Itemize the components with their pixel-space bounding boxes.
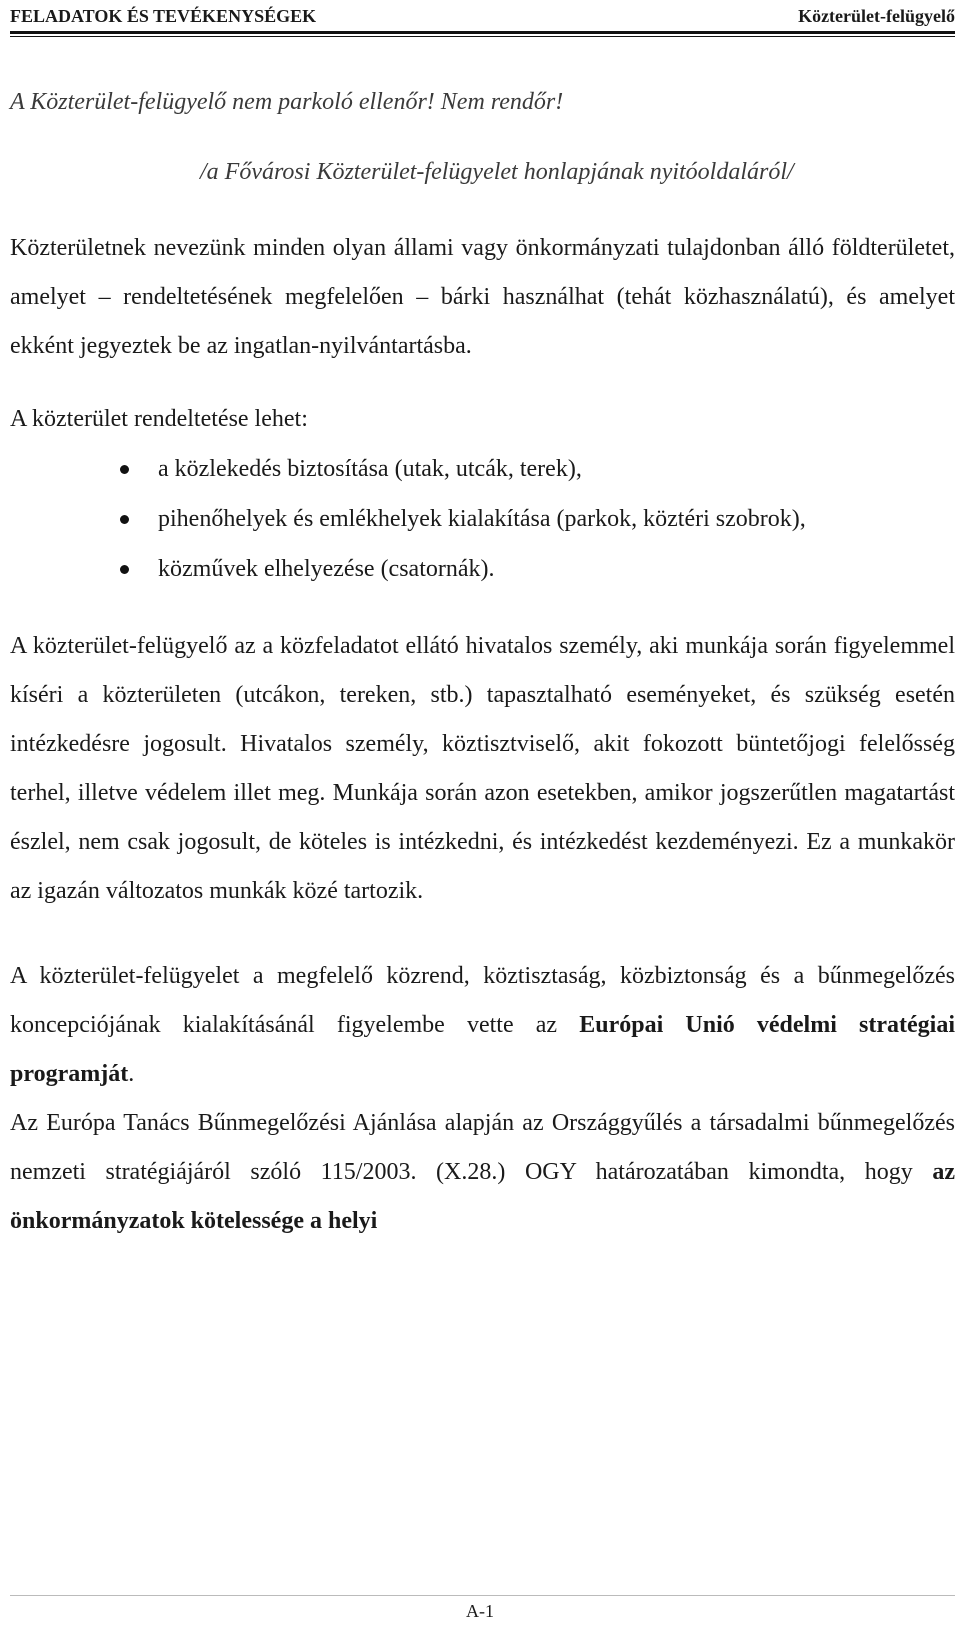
list-item-text: közművek elhelyezése (csatornák). <box>158 556 495 582</box>
crime-prevention-emphasis: az önkormányzatok kötelessége a helyi <box>10 1159 955 1234</box>
page-number: A-1 <box>466 1601 494 1621</box>
header-section-title: Közterület-felügyelő <box>798 6 955 26</box>
header-chapter-title: FELADATOK ÉS TEVÉKENYSÉGEK <box>10 6 317 26</box>
paragraph-crime-prevention <box>10 1099 955 1246</box>
list-item-text: a közlekedés biztosítása (utak, utcák, terek), <box>158 456 582 482</box>
running-header <box>10 0 955 40</box>
paragraph-definition: Közterületnek nevezünk minden olyan állami vagy önkormányzati tulajdonban álló földterületet, amelyet – rendeltetésének megfelelően – bárki használhat (tehát közhasználatú), és amelyet ekként jegyeztek be az ingatlan-nyilvántartásba. <box>10 235 955 359</box>
list-item <box>158 494 955 544</box>
list-item <box>158 444 955 494</box>
list-item <box>158 544 955 594</box>
intro-source: /a Fővárosi Közterület-felügyelet honlapjának nyitóoldaláról/ <box>200 159 794 185</box>
purpose-list <box>10 444 955 594</box>
paragraph-officer-role: A közterület-felügyelő az a közfeladatot ellátó hivatalos személy, aki munkája során figyelemmel kíséri a közterületen (utcákon, tereken, stb.) tapasztalható eseményeket, és szükség esetén intézkedésre jogosult. Hivatalos személy, köztisztviselő, akit fokozott büntetőjogi felelősség terhel, illetve védelem illet meg. Munkája során azon esetekben, amikor jogszerűtlen magatartást észlel, nem csak jogosult, de köteles is intézkedni, és intézkedést kezdeményezi. Ez a munkakör az igazán változatos munkák közé tartozik. <box>10 633 955 904</box>
page-footer <box>0 1601 960 1622</box>
bullet-icon <box>120 565 129 574</box>
header-rule-thick <box>10 31 955 34</box>
footer-rule <box>10 1595 955 1596</box>
intro-quote: A Közterület-felügyelő nem parkoló ellenőr! Nem rendőr! <box>10 89 564 115</box>
paragraph-purpose-intro: A közterület rendeltetése lehet: <box>10 406 308 432</box>
bullet-icon <box>120 465 129 474</box>
bullet-icon <box>120 515 129 524</box>
header-rule-thin <box>10 36 955 37</box>
paragraph-eu-strategy <box>10 952 955 1099</box>
eu-strategy-emphasis: Európai Unió védelmi stratégiai programját <box>10 1012 955 1087</box>
eu-strategy-text: A közterület-felügyelet a megfelelő közrend, köztisztaság, közbiztonság és a bűnmegelőzés koncepciójának kialakításánál figyelembe vette az <box>10 963 955 1038</box>
list-item-text: pihenőhelyek és emlékhelyek kialakítása (parkok, köztéri szobrok), <box>158 506 806 532</box>
eu-strategy-end: . <box>128 1061 135 1087</box>
page-body <box>10 78 955 1246</box>
crime-prevention-text: Az Európa Tanács Bűnmegelőzési Ajánlása alapján az Országgyűlés a társadalmi bűnmegelőzés nemzeti stratégiájáról szóló 115/2003. (X.28.) OGY határozatában kimondta, hogy <box>10 1110 955 1185</box>
